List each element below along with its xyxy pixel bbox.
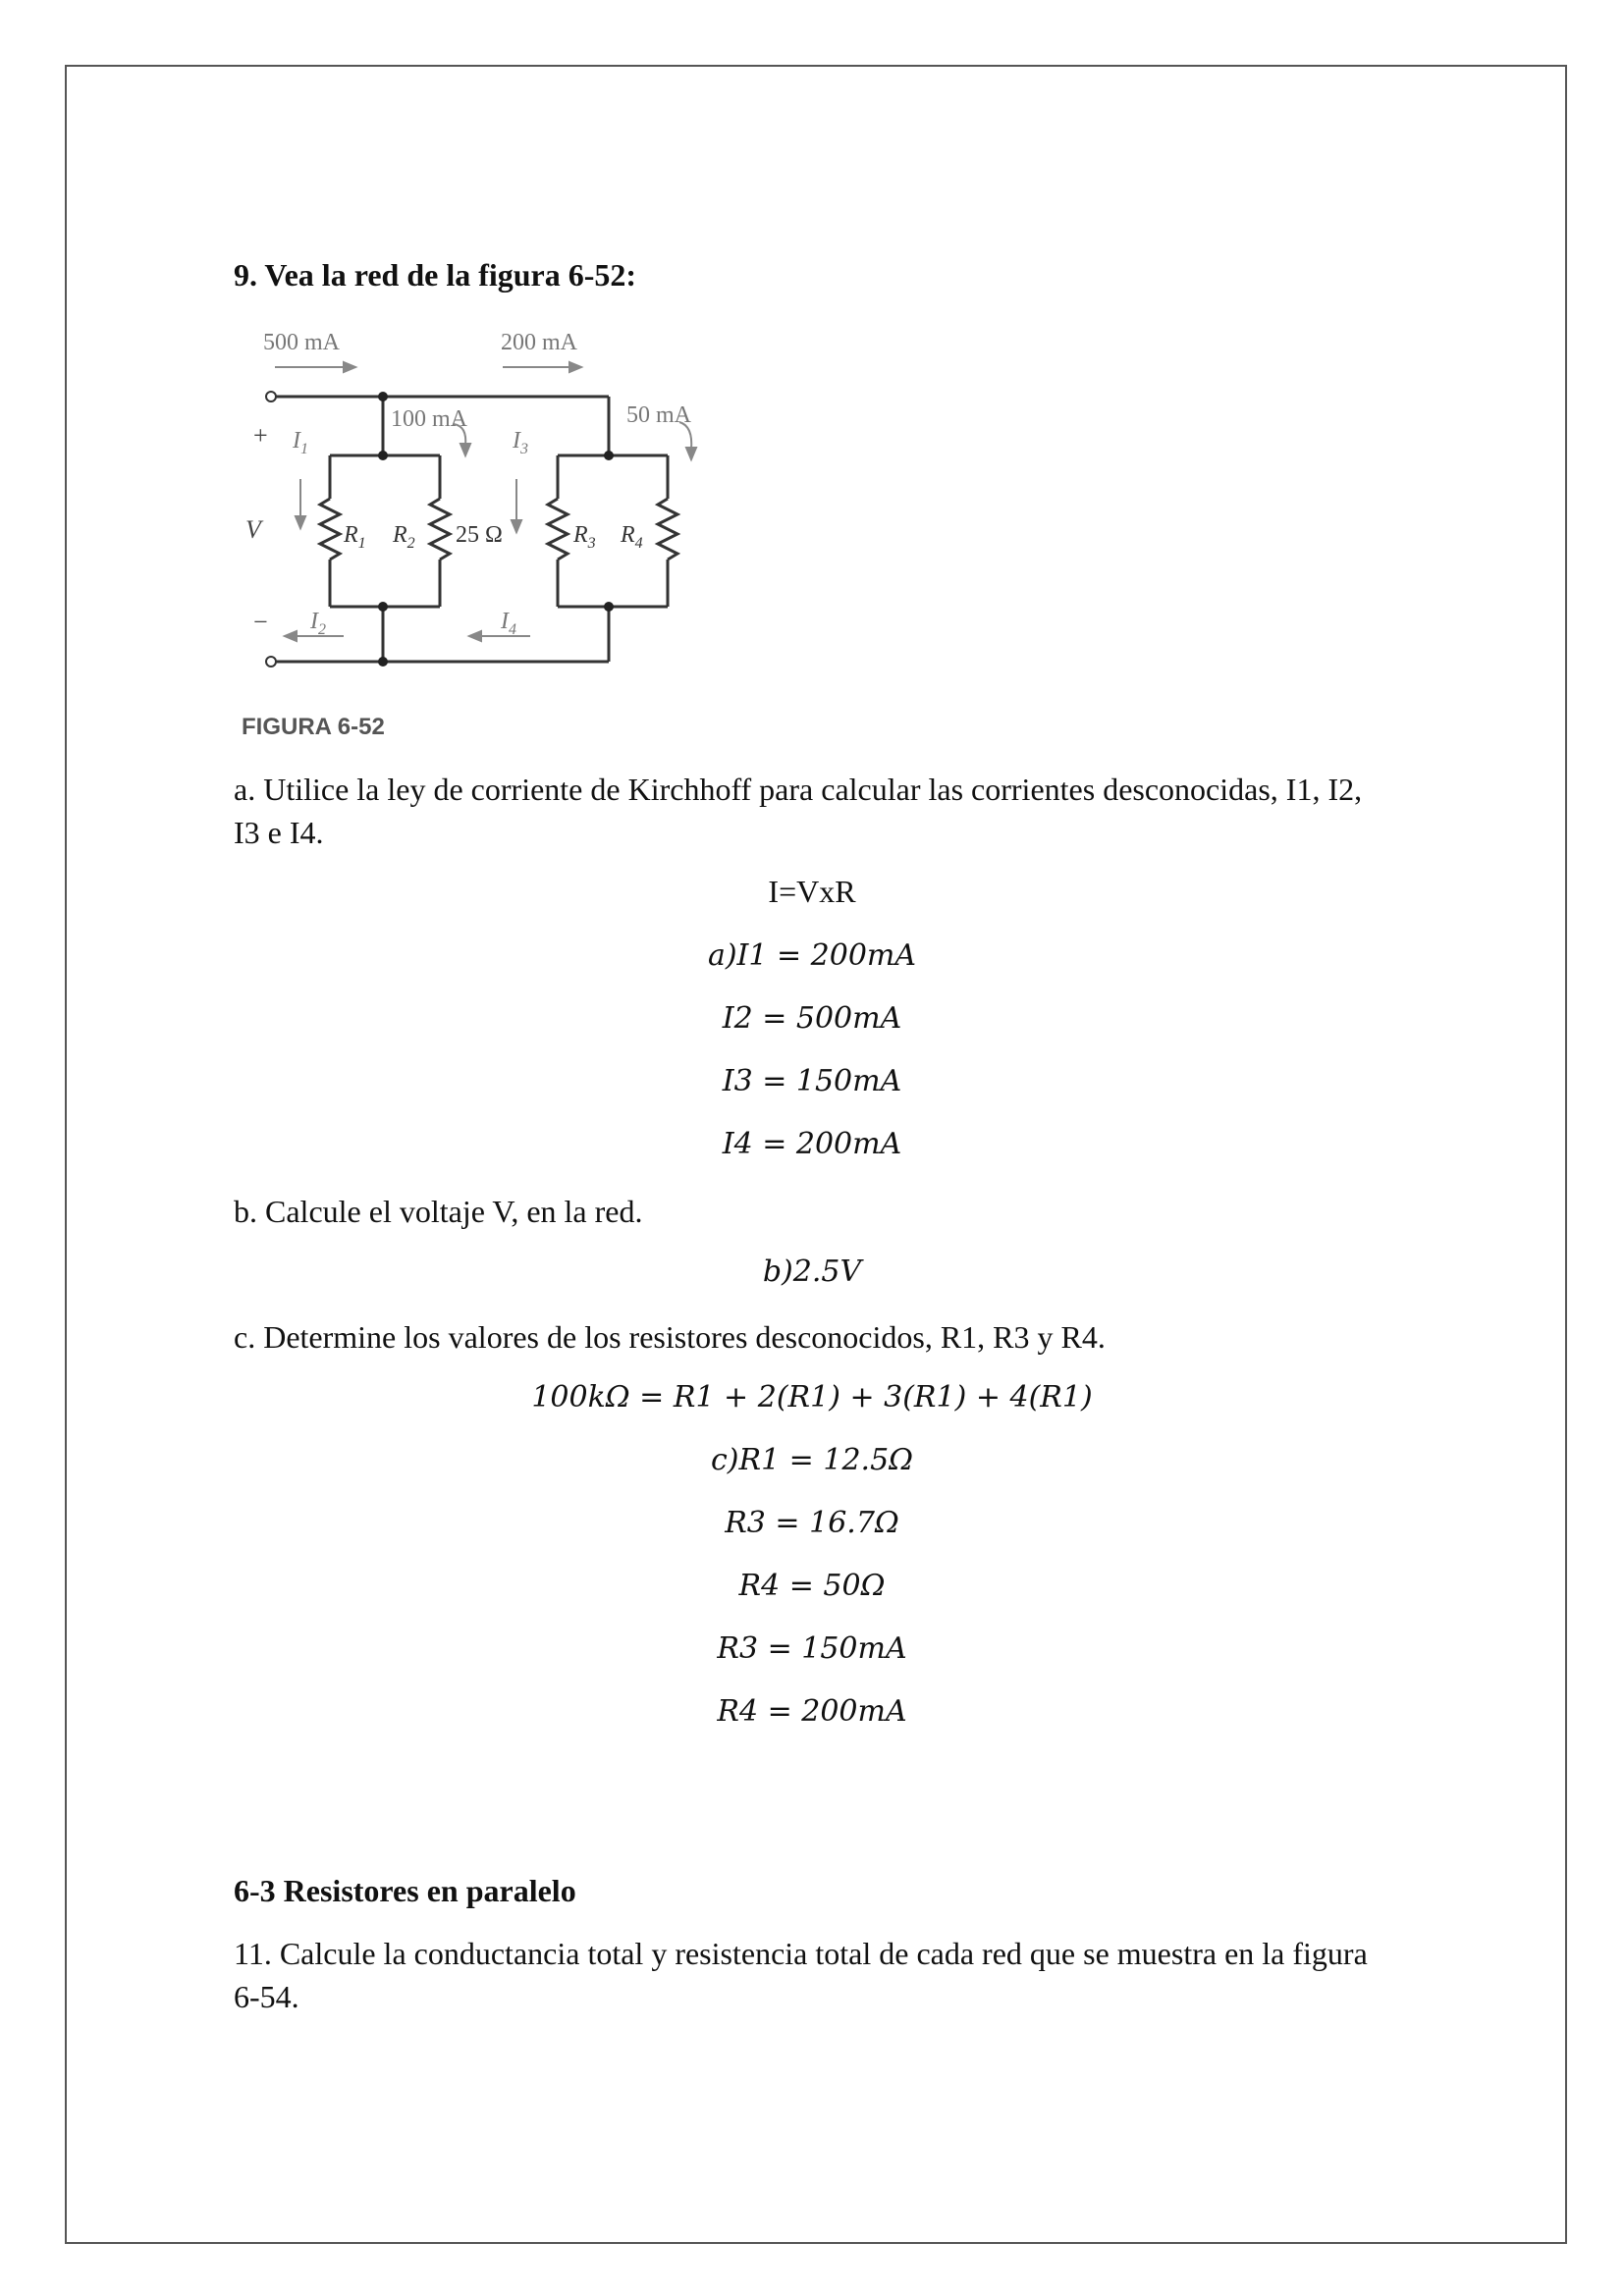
plus-sign: + [253, 421, 268, 450]
part-a-text: a. Utilice la ley de corriente de Kirchhoff para calcular las corrientes desconocidas, I1, I2, I3 e I4. [234, 772, 1363, 850]
label-100ma: 100 mA [391, 406, 467, 432]
answer-a-2: I2 = 500mA [722, 1001, 902, 1036]
r2-label: $R_2$ [393, 522, 415, 552]
figure-caption: FIGURA 6-52 [242, 714, 385, 740]
voltage-label: V [245, 515, 261, 544]
problem-11-text: 11. Calcule la conductancia total y resistencia total de cada red que se muestra en la figura 6-54. [234, 1936, 1368, 2014]
r2-value-label: 25 Ω [456, 522, 503, 548]
problem-9-heading: 9. Vea la red de la figura 6-52: [234, 257, 637, 293]
i2-label: $I_2$ [310, 609, 326, 638]
answer-c-4: R4 = 50Ω [738, 1569, 886, 1603]
answer-a-1: a)I1 = 200mA [707, 938, 917, 973]
answer-c-3: R3 = 16.7Ω [725, 1506, 899, 1540]
answer-c-6: R4 = 200mA [717, 1694, 907, 1729]
r3-label: $R_3$ [573, 522, 596, 552]
i1-label: $I_1$ [293, 428, 308, 457]
minus-sign: − [253, 608, 268, 636]
section-heading: 6-3 Resistores en paralelo [234, 1873, 576, 1908]
answer-c-2: c)R1 = 12.5Ω [710, 1443, 914, 1477]
answer-b: b)2.5V [762, 1255, 862, 1289]
part-b-text: b. Calcule el voltaje V, en la red. [234, 1194, 643, 1229]
r1-label: $R_1$ [344, 522, 366, 552]
r4-label: $R_4$ [621, 522, 643, 552]
label-200ma: 200 mA [501, 330, 577, 355]
answer-a-3: I3 = 150mA [722, 1064, 902, 1098]
answer-c-5: R3 = 150mA [717, 1631, 907, 1666]
i3-label: $I_3$ [513, 428, 528, 457]
formula: I=VxR [768, 874, 856, 909]
i4-label: $I_4$ [501, 609, 516, 638]
label-500ma: 500 mA [263, 330, 340, 355]
circuit-figure-6-52 [236, 324, 727, 746]
answer-a-4: I4 = 200mA [722, 1127, 902, 1161]
label-50ma: 50 mA [626, 402, 691, 428]
answer-c-1: 100kΩ = R1 + 2(R1) + 3(R1) + 4(R1) [531, 1380, 1093, 1415]
part-c-text: c. Determine los valores de los resistores desconocidos, R1, R3 y R4. [234, 1319, 1106, 1355]
